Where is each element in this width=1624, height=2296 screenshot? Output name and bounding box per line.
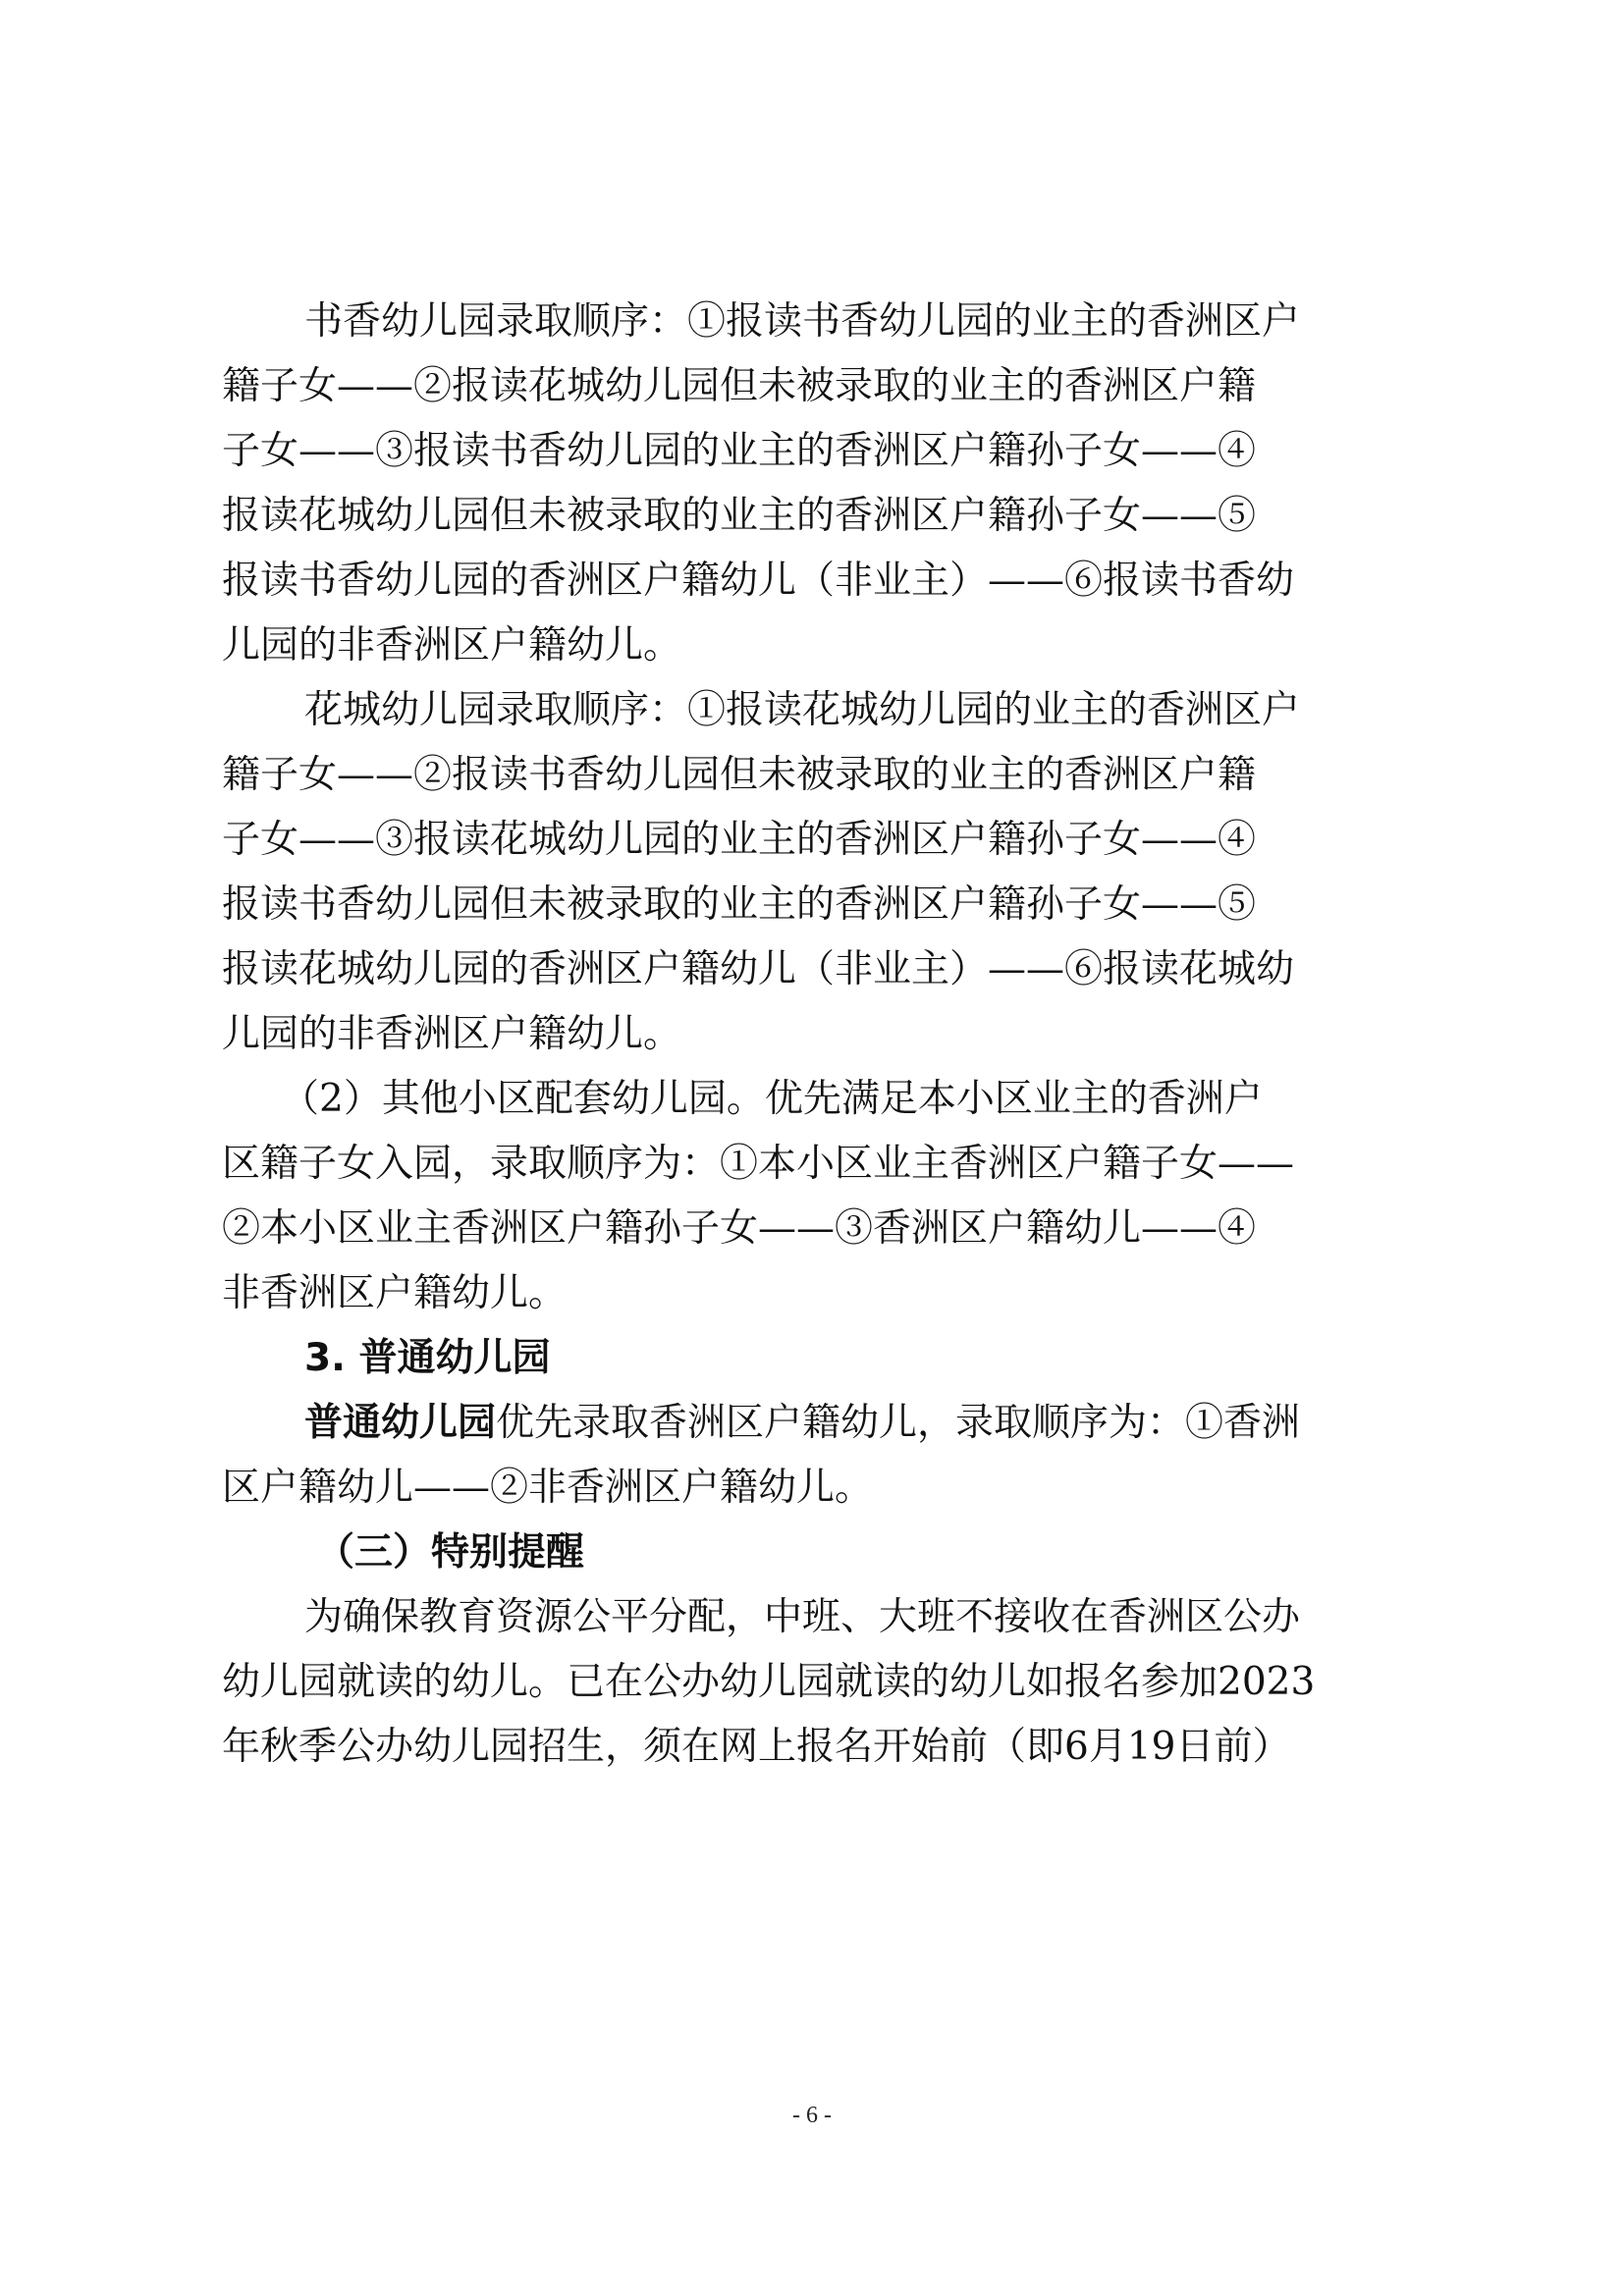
paragraph-shuxiang-admission-order xyxy=(222,290,1426,678)
text-line: 年秋季公办幼儿园招生，须在网上报名开始前（即6月19日前） xyxy=(222,1725,1291,1769)
text-line: 籍子女——②报读书香幼儿园但未被录取的业主的香洲区户籍 xyxy=(222,753,1257,797)
text-line: 非香洲区户籍幼儿。 xyxy=(222,1271,568,1315)
paragraph-general-kindergarten xyxy=(222,1391,1426,1521)
text-line: ②本小区业主香洲区户籍孙子女——③香洲区户籍幼儿——④ xyxy=(222,1206,1257,1251)
text-line: 报读花城幼儿园但未被录取的业主的香洲区户籍孙子女——⑤ xyxy=(222,494,1257,538)
paragraph-other-community-kindergartens xyxy=(222,1067,1426,1326)
section-heading-general-kindergarten: 3. 普通幼儿园 xyxy=(304,1336,551,1380)
text-line: 区籍子女入园，录取顺序为：①本小区业主香洲区户籍子女—— xyxy=(222,1142,1295,1186)
text-line: 籍子女——②报读花城幼儿园但未被录取的业主的香洲区户籍 xyxy=(222,364,1257,408)
text-line: 报读花城幼儿园的香洲区户籍幼儿（非业主）——⑥报读花城幼 xyxy=(222,947,1295,991)
paragraph-special-reminder xyxy=(222,1585,1426,1780)
text-line: 书香幼儿园录取顺序：①报读书香幼儿园的业主的香洲区户 xyxy=(304,299,1301,344)
page-number: - 6 - xyxy=(792,2103,832,2128)
text-run: 优先录取香洲区户籍幼儿，录取顺序为：①香洲 xyxy=(496,1401,1301,1445)
text-line: 为确保教育资源公平分配，中班、大班不接收在香洲区公办 xyxy=(304,1595,1301,1639)
section-heading-special-reminder: （三）特别提醒 xyxy=(316,1530,585,1575)
text-line: 儿园的非香洲区户籍幼儿。 xyxy=(222,623,682,667)
text-line: 报读书香幼儿园的香洲区户籍幼儿（非业主）——⑥报读书香幼 xyxy=(222,559,1295,603)
text-line: 幼儿园就读的幼儿。已在公办幼儿园就读的幼儿如报名参加2023 xyxy=(222,1660,1316,1704)
bold-lead-text: 普通幼儿园 xyxy=(304,1401,497,1445)
text-line: 花城幼儿园录取顺序：①报读花城幼儿园的业主的香洲区户 xyxy=(304,688,1301,732)
text-line: 子女——③报读花城幼儿园的业主的香洲区户籍孙子女——④ xyxy=(222,818,1257,862)
paragraph-huacheng-admission-order xyxy=(222,678,1426,1067)
text-line xyxy=(222,1391,1426,1456)
text-line: 儿园的非香洲区户籍幼儿。 xyxy=(222,1012,682,1056)
document-body xyxy=(222,290,1426,1780)
text-line: （2）其他小区配套幼儿园。优先满足本小区业主的香洲户 xyxy=(281,1077,1263,1121)
text-line: 子女——③报读书香幼儿园的业主的香洲区户籍孙子女——④ xyxy=(222,429,1257,473)
text-line: 区户籍幼儿——②非香洲区户籍幼儿。 xyxy=(222,1466,874,1510)
text-line: 报读书香幼儿园但未被录取的业主的香洲区户籍孙子女——⑤ xyxy=(222,882,1257,927)
